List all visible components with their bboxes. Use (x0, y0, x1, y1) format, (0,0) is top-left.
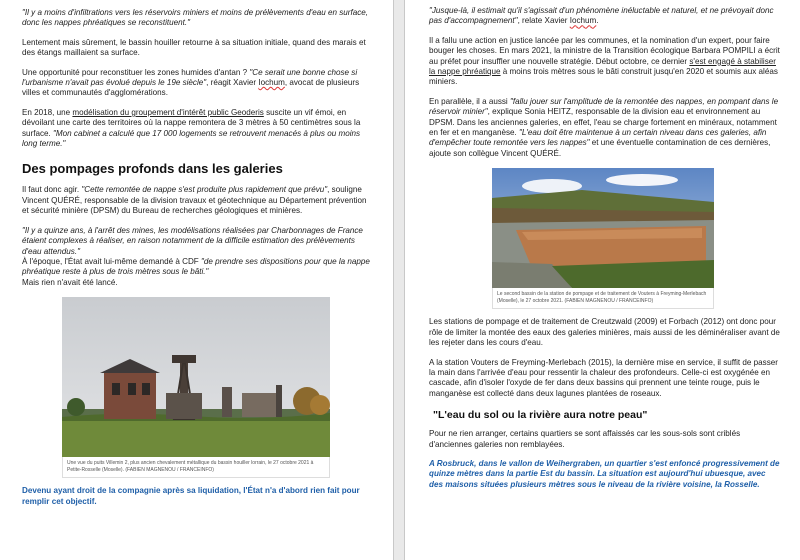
text: , explique Sonia HEITZ, responsable de la division eau et environnement au DPSM. Dans les anciennes galeries, en effet, l'eau se charge fortement en minéraux, notamment en fer et en manganèse. (429, 107, 777, 138)
paragraph (22, 8, 373, 29)
highlight-text: A Rosbruck, dans le vallon de Weihergraben, un quartier s'est enfoncé progressivement de quinze mètres dans la partie Est du bassin. La situation est aujourd'hui ubuesque, avec des maisons situées plusieurs mètres sous le niveau de la rivière voisine, la Rosselle. (429, 458, 780, 489)
quote-text: "Mon cabinet a calculé que 17 000 logements se retrouvent menacés à plus ou moins long terme." (22, 128, 361, 149)
paragraph (22, 68, 373, 99)
treatment-basin-photo (492, 168, 714, 288)
photo-caption: Une vue du puits Villemin 2, plus ancien chevalement métallique du bassin houiller lorrain, le 27 octobre 2021 à Petite-Rosselle (Moselle). (FABIEN MAGNENOU / FRANCEINFO) (62, 457, 330, 478)
geoderis-link[interactable]: modélisation du groupement d'intérêt public Geoderis (72, 107, 264, 117)
photo-caption: Le second bassin de la station de pompage et de traitement de Vouters à Freyming-Merlebach (Moselle), le 27 octobre 2021. (FABIEN MAGNENOU / FRANCEINFO) (492, 288, 714, 309)
paragraph (429, 6, 780, 27)
paragraph (22, 185, 373, 216)
left-page (0, 0, 394, 560)
quote-text: "L'eau doit être maintenue à un certain niveau dans ces galeries, afin d'empêcher toute remontée vers les nappes" (429, 128, 767, 148)
quote-text: "Il y a quinze ans, à l'arrêt des mines, les modélisations réalisées par Charbonnages de France étaient complexes à réaliser, en raison notamment de la difficile estimation des prélèvements d'eau attendus." (22, 225, 363, 256)
text: Il a fallu une action en justice lancée par les communes, et la nomination d'un expert, pour faire bouger les choses. En mars 2021, la ministre de la Transition écologique Barbara POMPILI a écrit au préfet pour insuffler une nouvelle stratégie. Début octobre, ce dernier (429, 35, 780, 66)
text: suscite un vif émoi, en dévoilant une carte des territoires où la nappe remontera de 3 mètres à 50 centimètres sous la surface. (22, 107, 361, 138)
section-heading: Des pompages profonds dans les galeries (22, 161, 283, 177)
name-text: Iochum (569, 16, 597, 26)
paragraph (22, 226, 373, 288)
quote-text: "Cette remontée de nappe s'est produite plus rapidement que prévu" (81, 185, 328, 195)
text: , réagit Xavier (206, 78, 259, 88)
text: En 2018, une (22, 107, 73, 117)
treatment-basin-figure (492, 168, 714, 309)
quote-text: "Jusque-là, il estimait qu'il s'agissait d'un phénomène inéluctable et naturel, et ne prévoyait donc pas d'accompagnement" (429, 6, 774, 26)
text: , avocat de plusieurs villes et communautés d'agglomérations. (22, 78, 360, 98)
paragraph (429, 97, 780, 159)
prefect-link[interactable]: s'est engagé à stabiliser la nappe phréatique (429, 56, 776, 77)
text: , relate Xavier (517, 16, 570, 26)
highlight-text: Devenu ayant droit de la compagnie après sa liquidation, l'État n'a d'abord rien fait pour remplir cet objectif. (22, 486, 360, 506)
mine-headframe-photo (62, 297, 330, 457)
text: En parallèle, il a aussi (429, 96, 510, 106)
text: Mais rien n'avait été lancé. (22, 277, 118, 287)
mine-headframe-figure (62, 297, 330, 478)
paragraph: Les stations de pompage et de traitement de Creutzwald (2009) et Forbach (2012) ont donc pour rôle de limiter la montée des eaux des galeries minières, mais aussi de les déminéraliser avant de les rejeter dans les cours d'eau. (429, 317, 780, 348)
text: à moins trois mètres sous le bâti construit jusqu'en 2020 et soumis aux aléas miniers. (429, 67, 778, 87)
paragraph (429, 36, 780, 88)
right-page (404, 0, 800, 560)
paragraph: Lentement mais sûrement, le bassin houiller retourne à sa situation initiale, quand des marais et des étangs maillaient sa surface. (22, 37, 366, 58)
name-text: Iochum (258, 78, 285, 88)
quote-text: "Ce serait une bonne chose si l'urbanisme n'avait pas évolué depuis le 19e siècle" (22, 67, 358, 88)
paragraph: Pour ne rien arranger, certains quartiers se sont affaissés car les sous-sols sont criblés d'anciennes galeries non remblayées. (429, 429, 741, 449)
paragraph: A la station Vouters de Freyming-Merlebach (2015), la dernière mise en service, il suffit de passer la main dans l'arrivée d'eau pour ressentir la chaleur des profondeurs. Celle-ci est oxygénée en cascade, afin d'isoler l'oxyde de fer dans deux bassins qui prennent une teinte rouge, puis le manganèse est collecté dans deux lagunes plantées de roseaux. (429, 357, 778, 398)
text: . (596, 16, 599, 26)
subsection-heading: "L'eau du sol ou la rivière aura notre peau" (433, 409, 648, 422)
text: Une opportunité pour reconstituer les zones humides d'antan ? (22, 67, 250, 77)
quote-text: "fallu jouer sur l'amplitude de la remontée des nappes, en pompant dans le réservoir minier" (429, 96, 779, 117)
quote-text: "de prendre ses dispositions pour que la nappe phréatique reste à plus de trois mètres sous le bâti." (22, 256, 370, 277)
text: Il faut donc agir. (22, 185, 82, 195)
text: , souligne Vincent QUÉRÉ, responsable de la division travaux et géotechnique au Département prévention et sécurité minière (DPSM) du Bureau de recherches géologiques et minières. (22, 185, 367, 216)
quote-text: "Il y a moins d'infiltrations vers les réservoirs miniers et moins de prélèvements d'eau en surface, donc les nappes phréatiques se reconstituent." (22, 8, 369, 28)
paragraph (22, 108, 373, 150)
text: et une éventuelle contamination de ces dernières, ajoute son collègue Vincent QUÉRÉ. (429, 138, 771, 158)
text: À l'époque, l'État avait lui-même demandé à CDF (22, 256, 201, 266)
